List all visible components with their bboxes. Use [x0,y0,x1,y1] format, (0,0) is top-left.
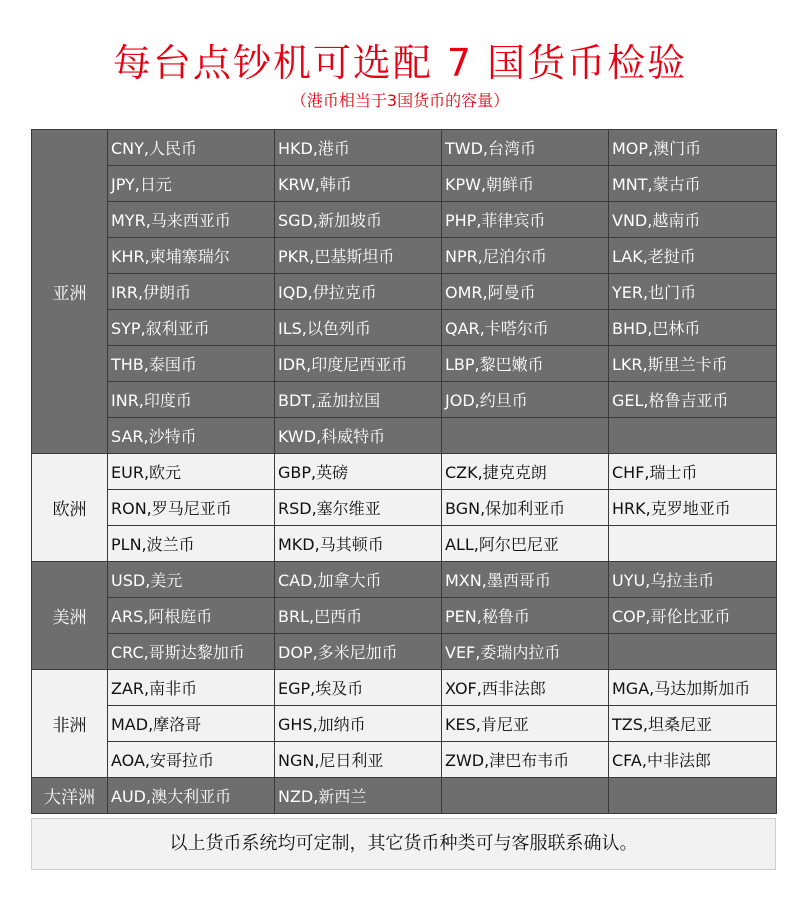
currency-row [32,274,777,310]
currency-cell: BGN,保加利亚币 [442,490,609,526]
currency-row [32,778,777,814]
currency-cell: CNY,人民币 [108,130,275,166]
currency-cell: HRK,克罗地亚币 [609,490,777,526]
currency-cell: IRR,伊朗币 [108,274,275,310]
currency-cell: KES,肯尼亚 [442,706,609,742]
currency-cell: HKD,港币 [275,130,442,166]
currency-cell: QAR,卡嗒尔币 [442,310,609,346]
currency-cell: COP,哥伦比亚币 [609,598,777,634]
currency-row [32,598,777,634]
currency-cell: MKD,马其顿币 [275,526,442,562]
currency-cell: CZK,捷克克朗 [442,454,609,490]
empty-cell [442,418,609,454]
currency-cell: MXN,墨西哥币 [442,562,609,598]
currency-row [32,382,777,418]
currency-cell: ZWD,津巴布韦币 [442,742,609,778]
currency-row [32,238,777,274]
currency-cell: JOD,约旦币 [442,382,609,418]
currency-cell: USD,美元 [108,562,275,598]
currency-cell: SGD,新加坡币 [275,202,442,238]
currency-row [32,706,777,742]
empty-cell [442,778,609,814]
currency-cell: CHF,瑞士币 [609,454,777,490]
currency-row [32,418,777,454]
currency-row [32,166,777,202]
currency-cell: ILS,以色列币 [275,310,442,346]
currency-cell: MGA,马达加斯加币 [609,670,777,706]
region-label: 非洲 [32,670,108,778]
currency-cell: IDR,印度尼西亚币 [275,346,442,382]
currency-cell: NZD,新西兰 [275,778,442,814]
currency-cell: KWD,科威特币 [275,418,442,454]
currency-cell: DOP,多米尼加币 [275,634,442,670]
currency-cell: UYU,乌拉圭币 [609,562,777,598]
page-subtitle: （港币相当于3国货币的容量） [290,91,510,110]
region-label: 欧洲 [32,454,108,562]
currency-cell: ALL,阿尔巴尼亚 [442,526,609,562]
currency-cell: PLN,波兰币 [108,526,275,562]
currency-cell: GHS,加纳币 [275,706,442,742]
currency-cell: CAD,加拿大币 [275,562,442,598]
currency-row [32,130,777,166]
currency-row [32,346,777,382]
currency-row [32,670,777,706]
currency-row [32,490,777,526]
currency-cell: GBP,英磅 [275,454,442,490]
currency-cell: LBP,黎巴嫩币 [442,346,609,382]
currency-cell: RSD,塞尔维亚 [275,490,442,526]
currency-cell: PHP,菲律宾币 [442,202,609,238]
currency-row [32,742,777,778]
currency-row [32,634,777,670]
currency-cell: BRL,巴西币 [275,598,442,634]
currency-cell: LAK,老挝币 [609,238,777,274]
currency-cell: EGP,埃及币 [275,670,442,706]
empty-cell [609,526,777,562]
currency-cell: LKR,斯里兰卡币 [609,346,777,382]
currency-cell: MNT,蒙古币 [609,166,777,202]
currency-cell: PKR,巴基斯坦币 [275,238,442,274]
region-label: 亚洲 [32,130,108,454]
currency-cell: YER,也门币 [609,274,777,310]
currency-row [32,310,777,346]
currency-cell: XOF,西非法郎 [442,670,609,706]
currency-cell: NGN,尼日利亚 [275,742,442,778]
currency-cell: MYR,马来西亚币 [108,202,275,238]
footer-note: 以上货币系统均可定制，其它货币种类可与客服联系确认。 [31,818,776,870]
currency-cell: ARS,阿根庭币 [108,598,275,634]
page-title: 每台点钞机可选配 7 国货币检验 [112,41,688,85]
currency-cell: VND,越南币 [609,202,777,238]
currency-table [31,129,777,814]
currency-cell: EUR,欧元 [108,454,275,490]
currency-cell: CFA,中非法郎 [609,742,777,778]
currency-cell: JPY,日元 [108,166,275,202]
currency-cell: AOA,安哥拉币 [108,742,275,778]
currency-cell: VEF,委瑞内拉币 [442,634,609,670]
region-label: 大洋洲 [32,778,108,814]
currency-cell: BDT,孟加拉国 [275,382,442,418]
currency-cell: GEL,格鲁吉亚币 [609,382,777,418]
currency-cell: MAD,摩洛哥 [108,706,275,742]
currency-cell: KHR,柬埔寨瑞尔 [108,238,275,274]
currency-cell: KPW,朝鲜币 [442,166,609,202]
currency-row [32,526,777,562]
currency-cell: SYP,叙利亚币 [108,310,275,346]
currency-cell: CRC,哥斯达黎加币 [108,634,275,670]
currency-cell: SAR,沙特币 [108,418,275,454]
currency-cell: NPR,尼泊尔币 [442,238,609,274]
currency-row [32,454,777,490]
currency-cell: MOP,澳门币 [609,130,777,166]
currency-row [32,202,777,238]
currency-row [32,562,777,598]
empty-cell [609,418,777,454]
empty-cell [609,634,777,670]
empty-cell [609,778,777,814]
currency-cell: IQD,伊拉克币 [275,274,442,310]
currency-cell: KRW,韩币 [275,166,442,202]
currency-cell: ZAR,南非币 [108,670,275,706]
currency-cell: PEN,秘鲁币 [442,598,609,634]
currency-cell: TZS,坦桑尼亚 [609,706,777,742]
currency-cell: INR,印度币 [108,382,275,418]
currency-cell: THB,泰国币 [108,346,275,382]
currency-cell: OMR,阿曼币 [442,274,609,310]
currency-cell: RON,罗马尼亚币 [108,490,275,526]
region-label: 美洲 [32,562,108,670]
currency-cell: AUD,澳大利亚币 [108,778,275,814]
currency-cell: BHD,巴林币 [609,310,777,346]
currency-cell: TWD,台湾币 [442,130,609,166]
